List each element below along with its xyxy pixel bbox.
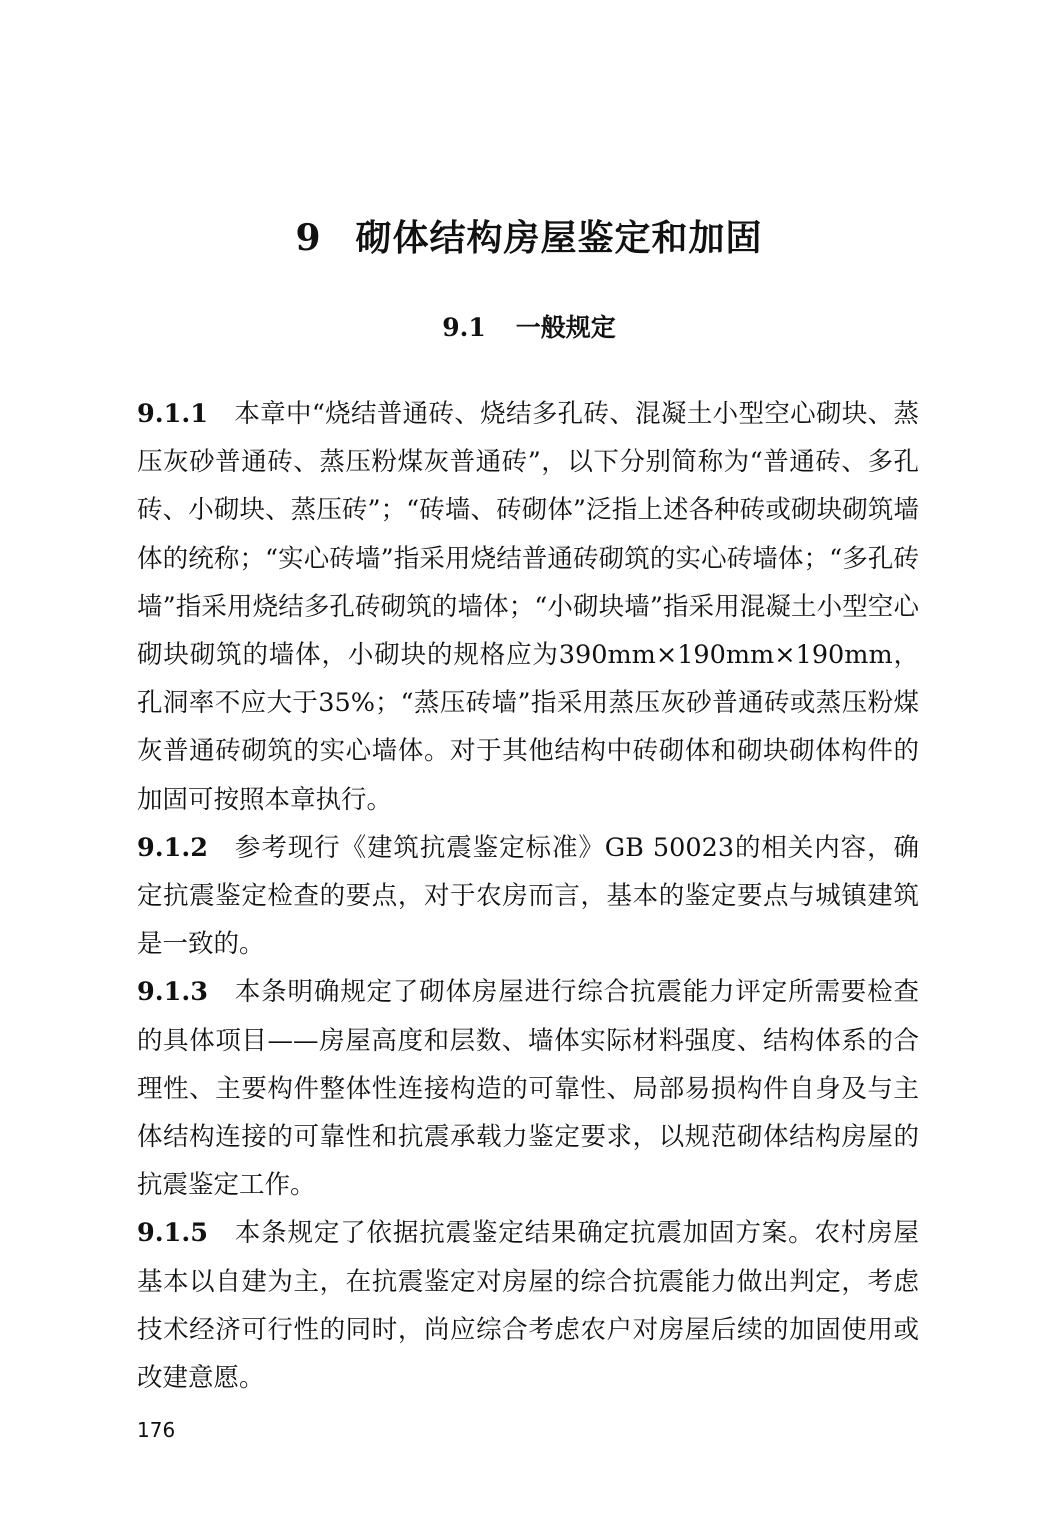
clause-9-1-2 [137,824,919,969]
clause-number: 9.1.5 [137,1218,208,1249]
page-number: 176 [137,1418,176,1442]
chapter-title-text: 砌体结构房屋鉴定和加固 [355,217,763,259]
body-text [137,390,919,1402]
section-title [0,308,1058,348]
clause-9-1-1 [137,390,919,824]
clause-text: 本条规定了依据抗震鉴定结果确定抗震加固方案。农村房屋基本以自建为主，在抗震鉴定对房屋的综合抗震能力做出判定，考虑技术经济可行性的同时，尚应综合考虑农户对房屋后续的加固使用或改建意愿。 [137,1218,919,1394]
clause-number: 9.1.2 [137,832,208,863]
clause-9-1-3 [137,968,919,1209]
section-title-text: 一般规定 [515,313,616,342]
clause-9-1-5 [137,1209,919,1402]
clause-text: 本章中“烧结普通砖、烧结多孔砖、混凝土小型空心砌块、蒸压灰砂普通砖、蒸压粉煤灰普通砖”，以下分别简称为“普通砖、多孔砖、小砌块、蒸压砖”；“砖墙、砖砌体”泛指上述各种砖或砌块砌筑墙体的统称；“实心砖墙”指采用烧结普通砖砌筑的实心砖墙体；“多孔砖墙”指采用烧结多孔砖砌筑的墙体；“小砌块墙”指采用混凝土小型空心砌块砌筑的墙体，小砌块的规格应为390mm×190mm×190mm，孔洞率不应大于35%；“蒸压砖墙”指采用蒸压灰砂普通砖或蒸压粉煤灰普通砖砌筑的实心墙体。对于其他结构中砖砌体和砌块砌体构件的加固可按照本章执行。 [137,399,919,815]
clause-number: 9.1.1 [137,399,208,429]
chapter-number: 9 [295,217,322,259]
clause-text: 本条明确规定了砌体房屋进行综合抗震能力评定所需要检查的具体项目——房屋高度和层数、墙体实际材料强度、结构体系的合理性、主要构件整体性连接构造的可靠性、局部易损构件自身及与主体结构连接的可靠性和抗震承载力鉴定要求，以规范砌体结构房屋的抗震鉴定工作。 [137,977,919,1201]
chapter-title [0,212,1058,264]
section-number: 9.1 [442,313,486,342]
clause-number: 9.1.3 [137,977,208,1008]
clause-text: 参考现行《建筑抗震鉴定标准》GB 50023的相关内容，确定抗震鉴定检查的要点，对于农房而言，基本的鉴定要点与城镇建筑是一致的。 [137,832,919,960]
